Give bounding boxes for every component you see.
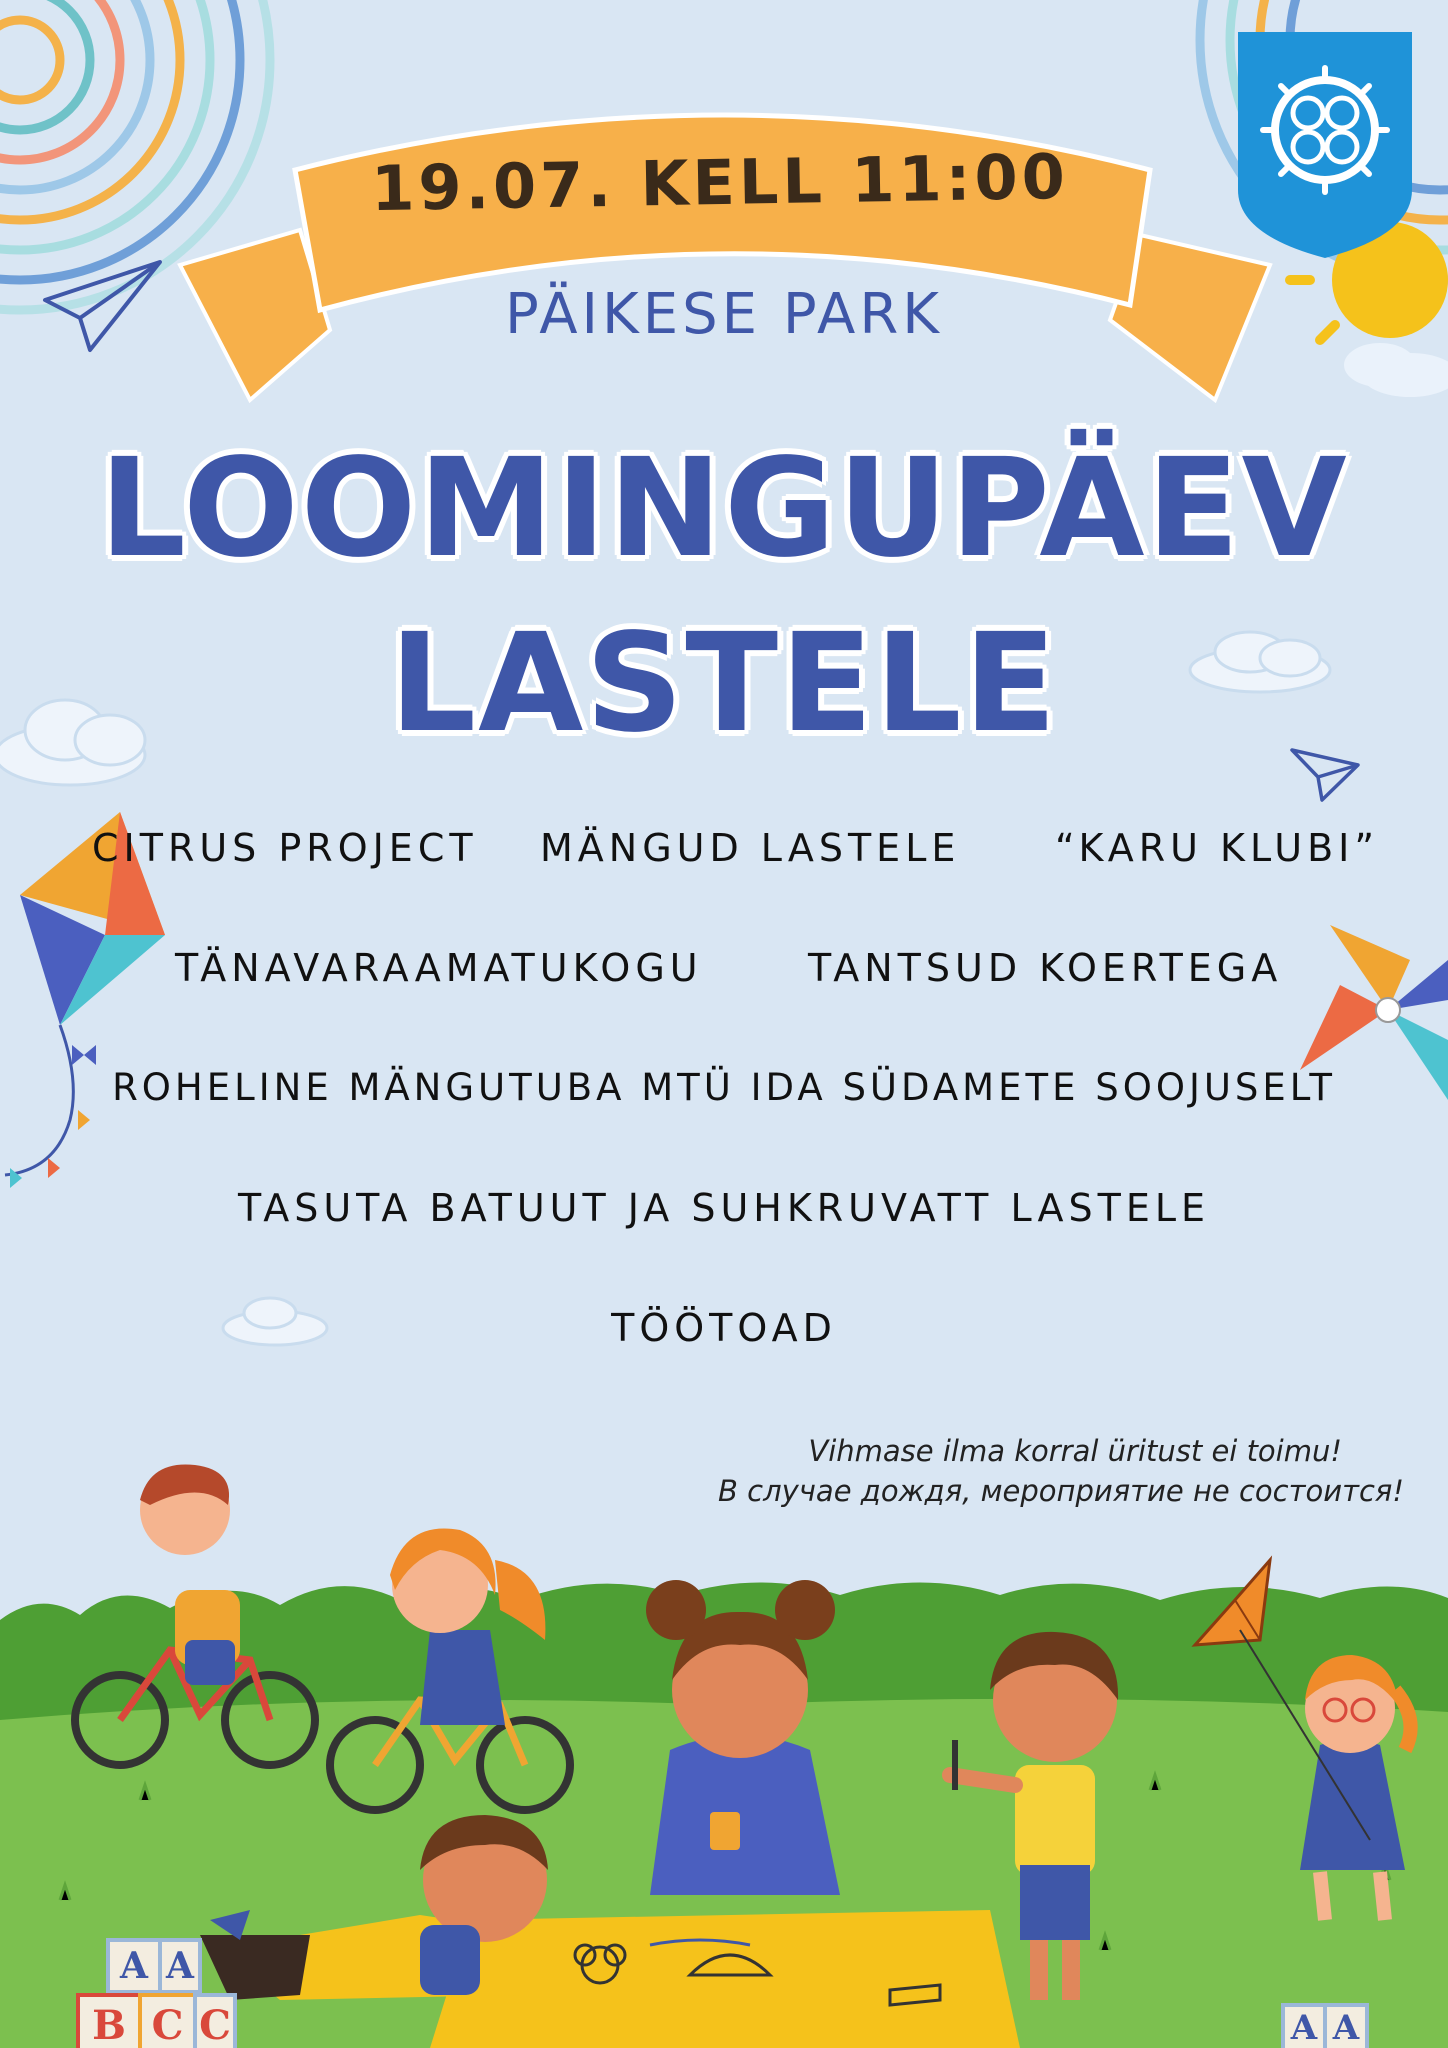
- block-letter: C: [199, 2002, 231, 2048]
- program-item: TÖÖTOAD: [611, 1306, 837, 1350]
- program-item: TANTSUD KOERTEGA: [808, 946, 1283, 990]
- event-title-line2: LASTELE: [389, 605, 1059, 763]
- rain-note-russian: В случае дождя, мероприятие не состоится!: [718, 1474, 1404, 1508]
- rain-note-estonian: Vihmase ilma korral üritust ei toimu!: [808, 1434, 1342, 1468]
- program-item: TÄNAVARAAMATUKOGU: [175, 946, 703, 990]
- block-letter: A: [1290, 2008, 1318, 2048]
- city-crest-icon: [1238, 32, 1412, 258]
- block-letter: A: [1332, 2008, 1360, 2048]
- block-letter: A: [166, 1945, 194, 1987]
- program-item: CITRUS PROJECT: [92, 826, 478, 870]
- program-item: MÄNGUD LASTELE: [540, 826, 961, 870]
- event-venue: PÄIKESE PARK: [505, 282, 943, 347]
- event-title-line1: LOOMINGUPÄEV: [99, 430, 1349, 588]
- block-letter: A: [120, 1945, 148, 1987]
- block-letter: B: [92, 2002, 126, 2048]
- program-item: ROHELINE MÄNGUTUBA MTÜ IDA SÜDAMETE SOOJUSELT: [112, 1066, 1336, 1109]
- event-date-time: 19.07. KELL 11:00: [370, 139, 1070, 226]
- program-item: “KARU KLUBI”: [1055, 826, 1380, 870]
- block-letter: C: [151, 2002, 184, 2048]
- program-item: TASUTA BATUUT JA SUHKRUVATT LASTELE: [237, 1186, 1211, 1230]
